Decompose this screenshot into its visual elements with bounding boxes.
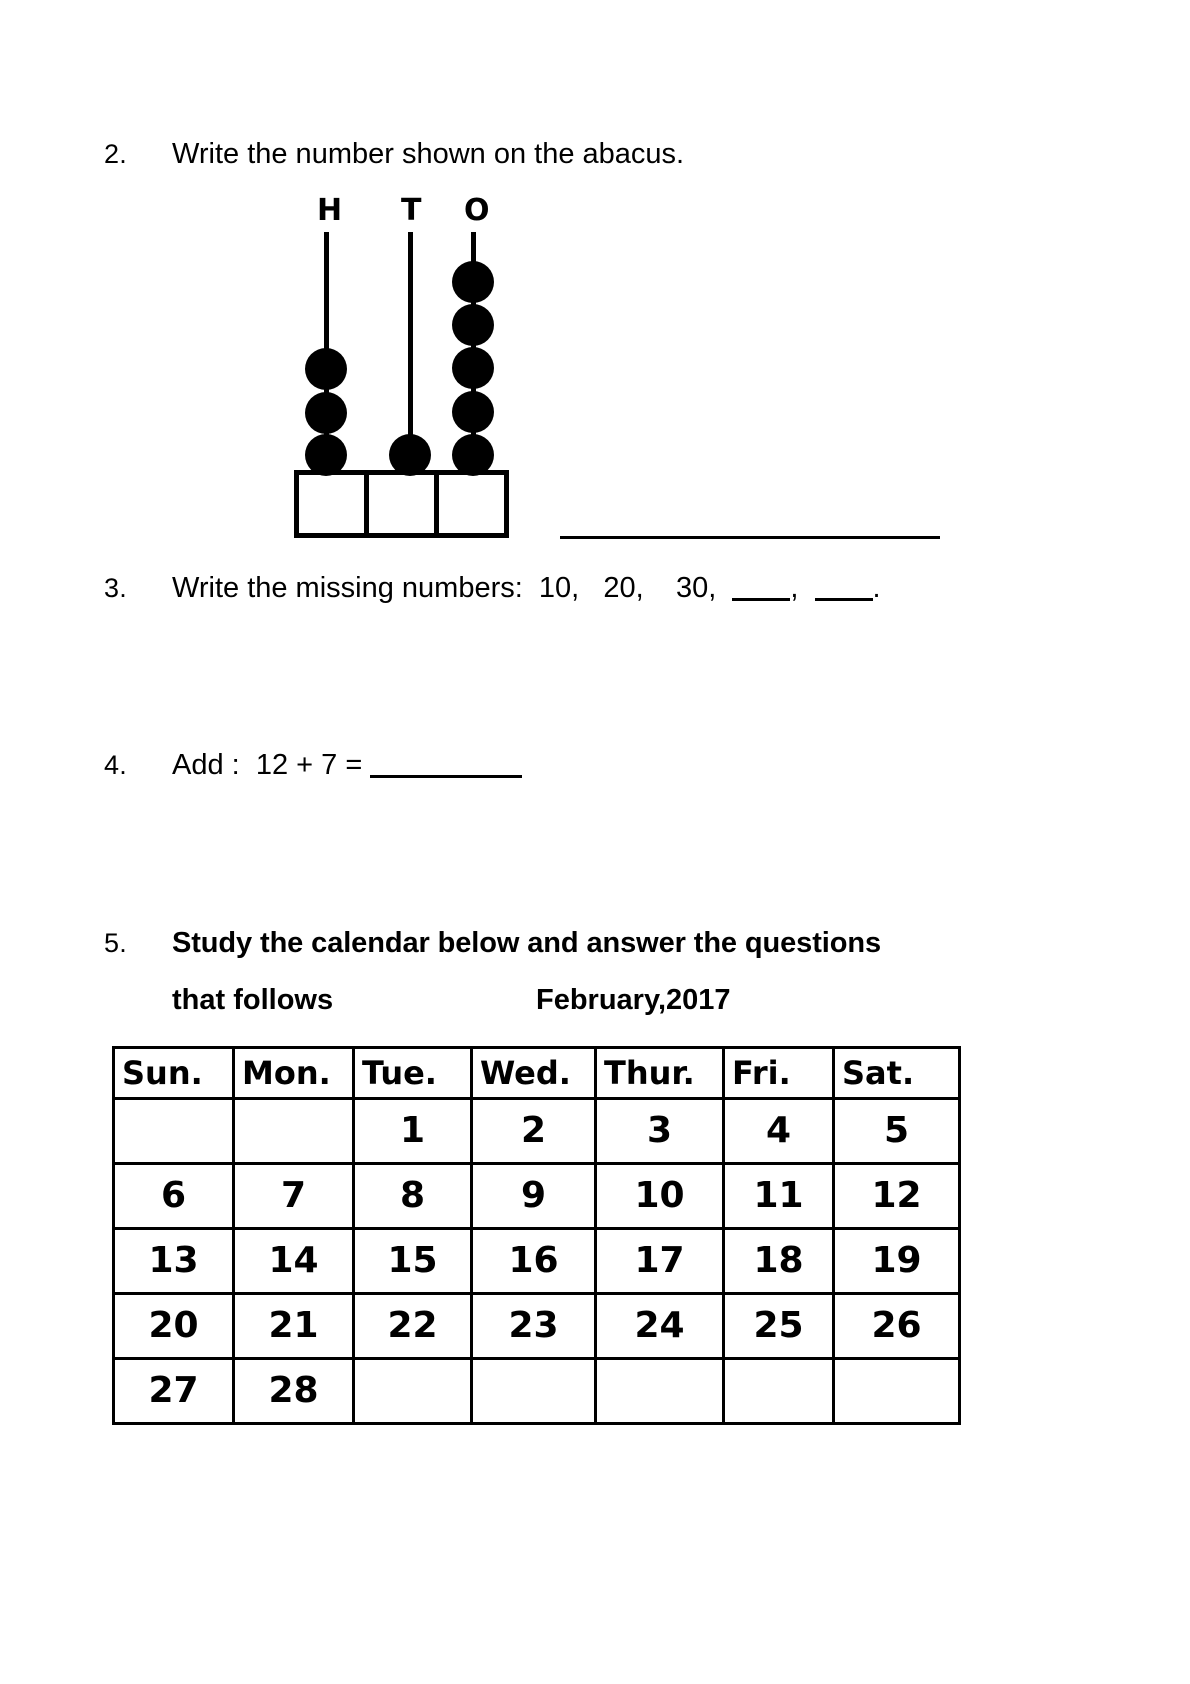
calendar-day-cell[interactable]: 16 <box>472 1229 596 1294</box>
calendar-day-cell[interactable]: 2 <box>472 1099 596 1164</box>
calendar-day-cell[interactable] <box>724 1359 834 1424</box>
question-3-text <box>172 570 881 606</box>
calendar-day-cell[interactable]: 1 <box>354 1099 472 1164</box>
calendar-month-title: February,2017 <box>536 984 731 1016</box>
calendar-day-cell[interactable]: 18 <box>724 1229 834 1294</box>
calendar-day-cell[interactable] <box>354 1359 472 1424</box>
calendar-day-cell[interactable]: 8 <box>354 1164 472 1229</box>
question-2-number: 2. <box>104 139 127 169</box>
calendar-day-cell[interactable]: 11 <box>724 1164 834 1229</box>
question-4-answer-blank[interactable] <box>370 775 522 778</box>
calendar-day-cell[interactable]: 5 <box>834 1099 960 1164</box>
calendar-day-cell[interactable]: 9 <box>472 1164 596 1229</box>
question-3-prefix: Write the missing numbers: 10, 20, 30, <box>172 572 733 604</box>
calendar-day-cell[interactable] <box>596 1359 724 1424</box>
question-4-text <box>172 747 522 783</box>
abacus-base-cell <box>439 475 504 533</box>
calendar-header-cell: Fri. <box>724 1048 834 1099</box>
calendar-day-cell[interactable] <box>472 1359 596 1424</box>
question-3 <box>104 570 881 606</box>
question-2-answer-line[interactable] <box>560 536 940 539</box>
abacus-bead <box>305 392 347 434</box>
abacus-rod-label-ones: O <box>464 193 490 228</box>
abacus-bead <box>305 348 347 390</box>
calendar-day-cell[interactable]: 6 <box>114 1164 234 1229</box>
question-5-text-line2: that follows <box>172 984 334 1016</box>
abacus-rod-label-hundreds: H <box>317 193 343 228</box>
abacus-rod-label-tens: T <box>401 193 422 228</box>
abacus-base <box>294 470 509 538</box>
calendar-day-cell[interactable]: 13 <box>114 1229 234 1294</box>
calendar-header-cell: Tue. <box>354 1048 472 1099</box>
question-5-number: 5. <box>104 928 127 958</box>
calendar-week-row <box>114 1099 960 1164</box>
calendar-week-row <box>114 1294 960 1359</box>
calendar-day-cell[interactable]: 25 <box>724 1294 834 1359</box>
question-2 <box>104 136 684 172</box>
calendar-header-cell: Mon. <box>234 1048 354 1099</box>
calendar-header-cell: Sun. <box>114 1048 234 1099</box>
calendar-day-cell[interactable]: 4 <box>724 1099 834 1164</box>
abacus-base-cell <box>299 475 369 533</box>
abacus-diagram <box>292 193 522 540</box>
calendar-header-cell: Sat. <box>834 1048 960 1099</box>
abacus-bead <box>452 391 494 433</box>
question-4 <box>104 747 522 783</box>
calendar-day-cell[interactable] <box>114 1099 234 1164</box>
abacus-bead <box>452 347 494 389</box>
calendar-day-cell[interactable]: 26 <box>834 1294 960 1359</box>
calendar-week-row <box>114 1359 960 1424</box>
calendar-header-cell: Wed. <box>472 1048 596 1099</box>
calendar-week-row <box>114 1229 960 1294</box>
calendar-day-cell[interactable]: 17 <box>596 1229 724 1294</box>
calendar-day-cell[interactable]: 12 <box>834 1164 960 1229</box>
question-5 <box>104 925 881 961</box>
calendar-day-cell[interactable] <box>234 1099 354 1164</box>
question-3-blank-1[interactable] <box>732 598 790 601</box>
calendar-day-cell[interactable] <box>834 1359 960 1424</box>
question-3-suffix: . <box>872 572 881 604</box>
calendar-day-cell[interactable]: 14 <box>234 1229 354 1294</box>
calendar-day-cell[interactable]: 24 <box>596 1294 724 1359</box>
abacus-bead <box>452 261 494 303</box>
calendar-week-row <box>114 1164 960 1229</box>
question-3-number: 3. <box>104 573 127 603</box>
calendar-day-cell[interactable]: 27 <box>114 1359 234 1424</box>
calendar-header-cell: Thur. <box>596 1048 724 1099</box>
calendar-day-cell[interactable]: 15 <box>354 1229 472 1294</box>
calendar-day-cell[interactable]: 3 <box>596 1099 724 1164</box>
calendar-day-cell[interactable]: 10 <box>596 1164 724 1229</box>
question-3-blank-2[interactable] <box>815 598 873 601</box>
question-4-expression: Add : 12 + 7 = <box>172 749 371 781</box>
question-5-text-line1: Study the calendar below and answer the questions <box>172 927 881 959</box>
calendar-day-cell[interactable]: 28 <box>234 1359 354 1424</box>
calendar-day-cell[interactable]: 21 <box>234 1294 354 1359</box>
question-4-number: 4. <box>104 750 127 780</box>
calendar-day-cell[interactable]: 23 <box>472 1294 596 1359</box>
question-2-text: Write the number shown on the abacus. <box>172 138 685 170</box>
question-3-separator: , <box>790 572 815 604</box>
calendar-day-cell[interactable]: 20 <box>114 1294 234 1359</box>
calendar-day-cell[interactable]: 22 <box>354 1294 472 1359</box>
calendar-header-row <box>114 1048 960 1099</box>
calendar-table <box>112 1046 961 1425</box>
calendar-day-cell[interactable]: 19 <box>834 1229 960 1294</box>
calendar-day-cell[interactable]: 7 <box>234 1164 354 1229</box>
abacus-bead <box>452 304 494 346</box>
abacus-base-cell <box>369 475 439 533</box>
